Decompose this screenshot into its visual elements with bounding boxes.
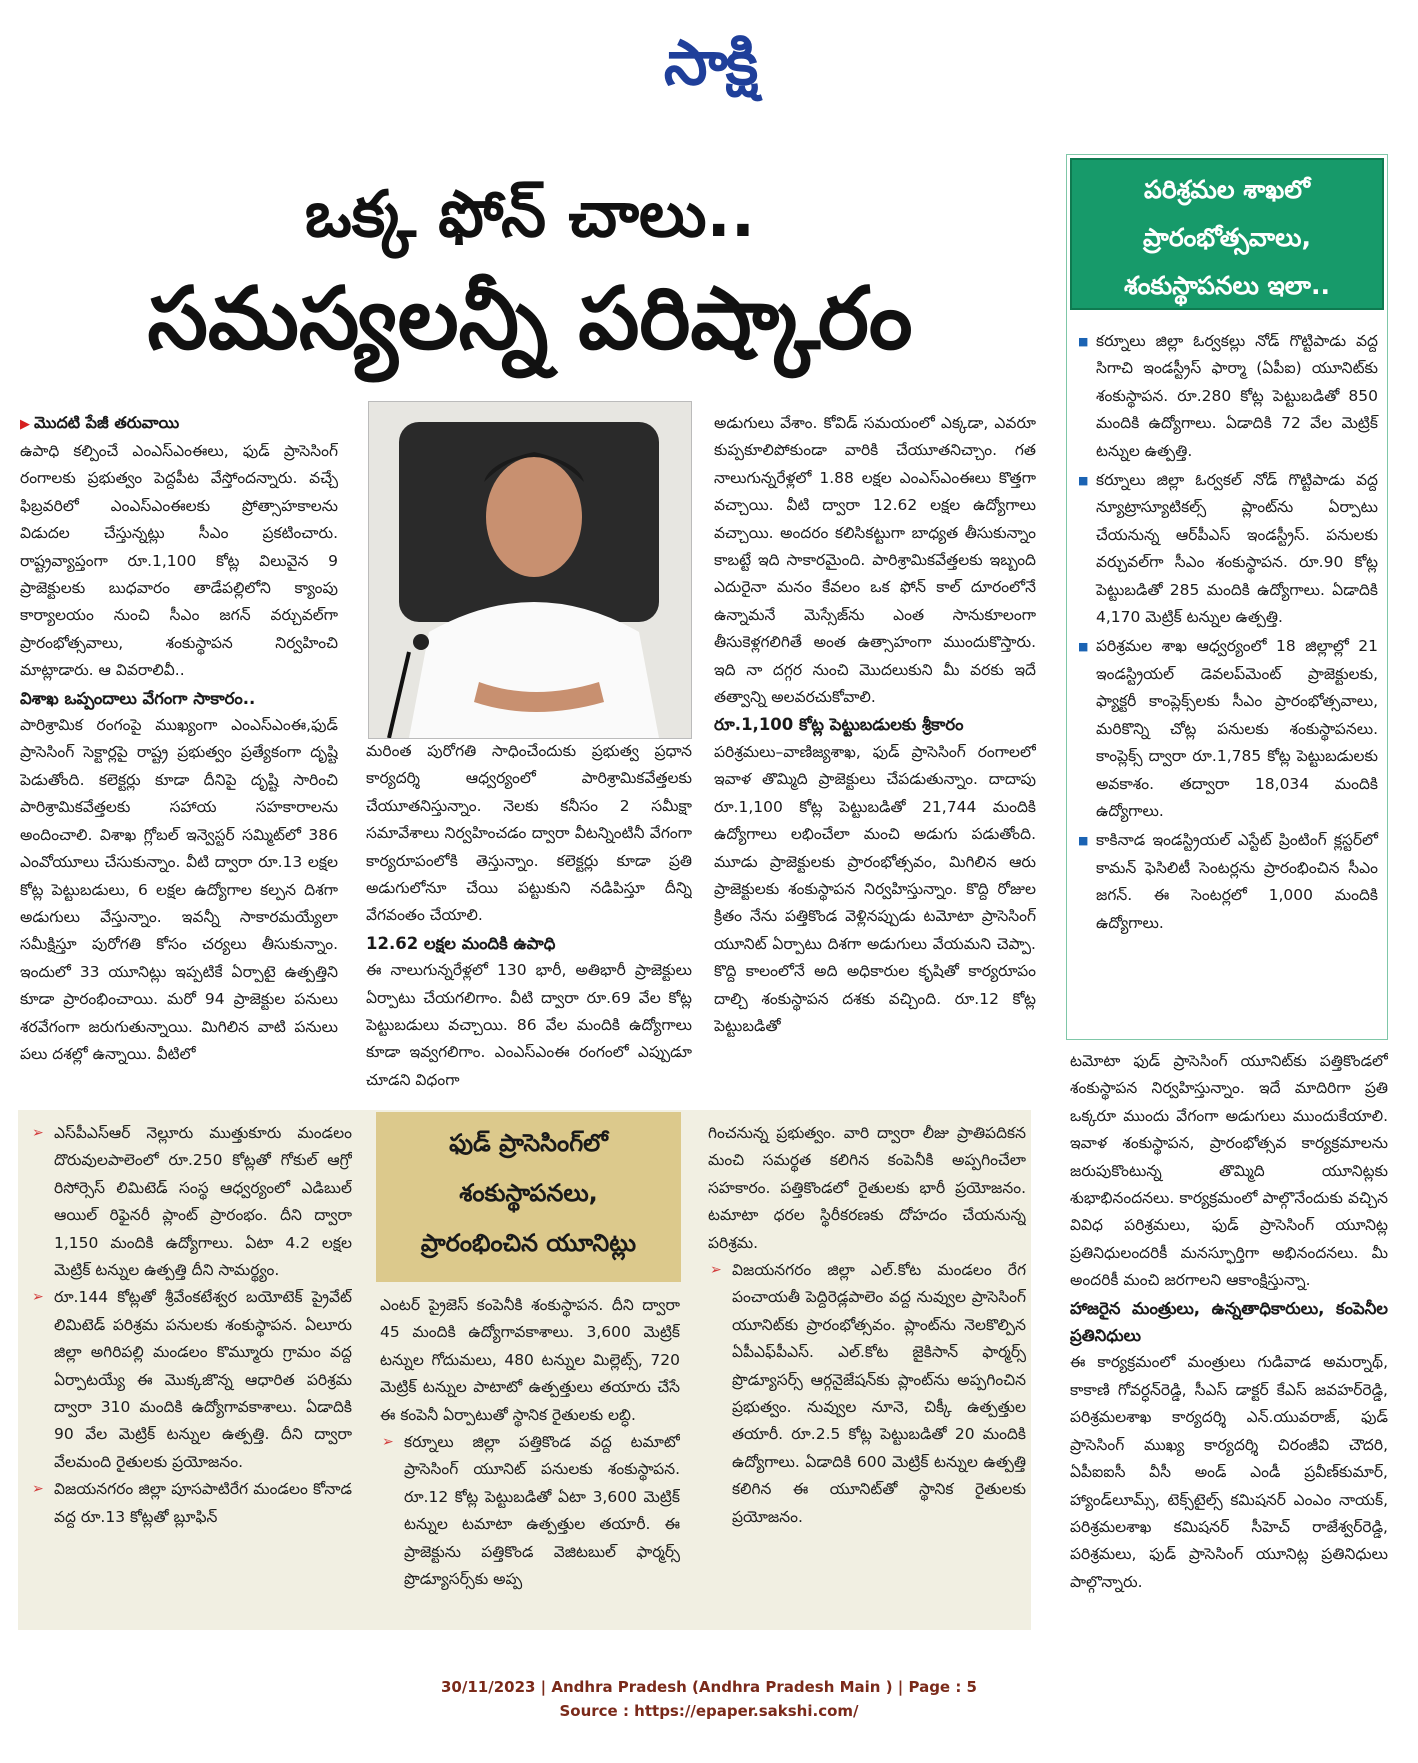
sidebox-title [1070, 158, 1384, 310]
sidebox-title-line-2: ప్రారంభోత్సవాలు, [1143, 223, 1311, 252]
article-column-3 [714, 410, 1036, 1090]
article-paragraph: మరింత పురోగతి సాధించేందుకు ప్రభుత్వ ప్రధాన కార్యదర్శి ఆధ్వర్యంలో పారిశ్రామికవేత్తలకు చేయూతనిస్తున్నాం. నెలకు కనీసం 2 సమీక్షా సమావేశాలు నిర్వహించడం ద్వారా వీటన్నింటినీ వేగంగా కార్యరూపంలోకి తెస్తున్నాం. కలెక్టర్లు కూడా ప్రతి అడుగులోనూ చేయి పట్టుకుని నడిపిస్తూ దీన్ని వేగవంతం చేయాలి. [366, 742, 692, 925]
footer-date-line: 30/11/2023 | Andhra Pradesh (Andhra Pradesh Main ) | Page : 5 [440, 1678, 977, 1696]
article-subheading: రూ.1,100 కోట్ల పెట్టుబడులకు శ్రీకారం [714, 715, 964, 735]
article-paragraph: ఉపాధి కల్పించే ఎంఎస్‌ఎంఈలు, ఫుడ్‌ ప్రాసెసింగ్‌ రంగాలకు ప్రభుత్వం పెద్దపీట వేస్తోందన్నారు. వచ్చే ఫిబ్రవరిలో ఎంఎస్‌ఎంఈలకు ప్రోత్సాహకాలను విడుదల చేస్తున్నట్లు సీఎం ప్రకటించారు. రాష్ట్రవ్యాప్తంగా రూ.1,100 కోట్ల విలువైన 9 ప్రాజెక్టులకు బుధవారం తాడేపల్లిలోని క్యాంపు కార్యాలయం నుంచి సీఎం జగన్‌ వర్చువల్‌గా ప్రారంభోత్సవాలు, శంకుస్థాపన నిర్వహించి మాట్లాడారు. ఆ వివరాలివీ.. [20, 442, 338, 680]
kicker-text: మొదటి పేజీ తరువాయి [34, 413, 180, 432]
triangle-icon: ▶ [20, 417, 30, 432]
person-photo-icon [369, 402, 691, 738]
food-list-1 [30, 1120, 352, 1531]
headline-line-1: ఒక్క ఫోన్‌ చాలు.. [304, 178, 756, 252]
sidebox-list [1078, 328, 1378, 939]
article-column-2 [366, 738, 692, 1090]
food-paragraph: గించనున్న ప్రభుత్వం. వారి ద్వారా లీజు ప్రాతిపదికన మంచి సమర్థత కలిగిన కంపెనీకి అప్పగించేలా సహకారం. పత్తికొండలో రైతులకు భారీ ప్రయోజనం. టమాటా ధరల స్థిరీకరణకు దోహదం చేయనున్న పరిశ్రమ. [708, 1124, 1026, 1252]
food-column-2 [380, 1292, 680, 1627]
food-list-2 [380, 1429, 680, 1593]
sidebox-item: ■ కర్నూలు జిల్లా ఓర్వకల్‌ నోడ్‌ గొట్టిపాడు వద్ద న్యూట్రాస్యూటికల్స్‌ ప్లాంట్‌ను ఏర్పాటు చేయనున్న ఆర్‌పీఎస్‌ ఇండస్ట్రీస్‌. పనులకు వర్చువల్‌గా సీఎం శంకుస్థాపన. రూ.90 కోట్ల పెట్టుబడితో 285 మందికి ఉద్యోగాలు. ఏడాదికి 4,170 మెట్రిక్‌ టన్నుల ఉత్పత్తి. [1078, 467, 1378, 631]
food-paragraph: ఎంటర్‌ ప్రైజెస్‌ కంపెనీకి శంకుస్థాపన. దీని ద్వారా 45 మందికి ఉద్యోగావకాశాలు. 3,600 మెట్రిక్‌ టన్నుల గోదుమలు, 480 టన్నుల మిల్లెట్స్, 720 మెట్రిక్‌ టన్నుల పాటాటో ఉత్పత్తులు తయారు చేసే ఈ కంపెనీ ఏర్పాటుతో స్థానిక రైతులకు లబ్ధి. [380, 1296, 680, 1424]
sidebox-title-line-3: శంకుస్థాపనలు ఇలా.. [1124, 271, 1330, 300]
food-box-title-line-3: ప్రారంభించిన యూనిట్లు [420, 1229, 637, 1257]
food-box-title-line-2: శంకుస్థాపనలు, [459, 1179, 598, 1207]
food-item: ➢ విజయనగరం జిల్లా పూసపాటిరేగ మండలం కోనాడ వద్ద రూ.13 కోట్లతో బ్లూఫిన్‌ [30, 1476, 352, 1531]
footer-source-line: Source : https://epaper.sakshi.com/ [559, 1702, 859, 1720]
sakshi-logo: సాక్షి [663, 26, 757, 99]
article-paragraph: ఈ నాలుగున్నరేళ్లలో 130 భారీ, అతిభారీ ప్రాజెక్టులు ఏర్పాటు చేయగలిగాం. వీటి ద్వారా రూ.69 వేల కోట్ల పెట్టుబడులు వచ్చాయి. 86 వేల మందికి ఉద్యోగాలు కూడా ఇవ్వగలిగాం. ఎంఎస్‌ఎంఈ రంగంలో ఎప్పుడూ చూడని విధంగా [366, 961, 692, 1089]
sidebox-item: ■ కర్నూలు జిల్లా ఓర్వకల్లు నోడ్‌ గొట్టిపాడు వద్ద సిగాచి ఇండస్ట్రీస్‌ ఫార్మా (ఏపీఐ) యూనిట్‌కు శంకుస్థాపన. రూ.280 కోట్ల పెట్టుబడితో 850 మందికి ఉద్యోగాలు. ఏడాదికి 72 వేల మెట్రిక్‌ టన్నుల ఉత్పత్తి. [1078, 328, 1378, 465]
photo-cm [368, 401, 692, 739]
headline-line-2: సమస్యలన్నీ పరిష్కారం [147, 269, 913, 369]
food-item: ➢ విజయనగరం జిల్లా ఎల్‌.కోట మండలం రేగ పంచాయతీ పెద్దిరెడ్లపాలెం వద్ద నువ్వుల ప్రాసెసింగ్‌ యూనిట్‌కు ప్రారంభోత్సవం. ప్లాంట్‌ను నెలకొల్పిన ఏపీఎఫ్‌పీఎస్‌. ఎల్‌.కోట జైకిసాన్‌ ఫార్మర్స్‌ ప్రొడ్యూసర్స్‌ ఆర్గనైజేషన్‌కు ప్లాంట్‌ను అప్పగించిన ప్రభుత్వం. నువ్వుల నూనె, చిక్కీ ఉత్పత్తుల తయారీ. రూ.2.5 కోట్ల పెట్టుబడితో 20 మందికి ఉద్యోగాలు. ఏడాదికి 600 మెట్రిక్‌ టన్నుల ఉత్పత్తి కలిగిన ఈ యూనిట్‌తో స్థానిక రైతులకు ప్రయోజనం. [708, 1257, 1026, 1531]
food-list-3 [708, 1257, 1026, 1531]
food-item: ➢ కర్నూలు జిల్లా పత్తికొండ వద్ద టమాటో ప్రాసెసింగ్‌ యూనిట్‌ పనులకు శంకుస్థాపన. రూ.12 కోట్ల పెట్టుబడితో ఏటా 3,600 మెట్రిక్‌ టన్నుల టమాటా ఉత్పత్తుల తయారీ. ఈ ప్రాజెక్టును పత్తికొండ వెజిటబుల్‌ ఫార్మర్స్‌ ప్రొడ్యూసర్స్‌కు అప్ప [380, 1429, 680, 1593]
food-box-title-line-1: ఫుడ్‌ ప్రాసెసింగ్‌లో [449, 1129, 608, 1157]
food-item: ➢ ఎస్‌పీఎస్‌ఆర్‌ నెల్లూరు ముత్తుకూరు మండలం దొరువులపాలెంలో రూ.250 కోట్లతో గోకుల్‌ ఆగ్రో రిసోర్సెస్‌ లిమిటెడ్‌ సంస్థ ఆధ్వర్యంలో ఎడిబుల్‌ ఆయిల్‌ రిఫైనరీ ప్లాంట్‌ ప్రారంభం. దీని ద్వారా 1,150 మందికి ఉద్యోగాలు. ఏటా 4.2 లక్షల మెట్రిక్‌ టన్నుల ఉత్పత్తి దీని సామర్థ్యం. [30, 1120, 352, 1284]
article-subheading: విశాఖ ఒప్పందాలు వేగంగా సాకారం.. [20, 688, 256, 708]
food-column-3 [708, 1120, 1026, 1625]
food-box-title [376, 1112, 681, 1282]
article-paragraph: ఈ కార్యక్రమంలో మంత్రులు గుడివాడ అమర్నాథ్, కాకాణి గోవర్ధన్‌రెడ్డి, సీఎస్‌ డాక్టర్‌ కేఎస్‌ జవహర్‌రెడ్డి, పరిశ్రమలశాఖ కార్యదర్శి ఎన్‌.యువరాజ్, ఫుడ్‌ ప్రాసెసింగ్‌ ముఖ్య కార్యదర్శి చిరంజీవి చౌదరి, ఏపీఐఐసీ వీసీ అండ్‌ ఎండీ ప్రవీణ్‌కుమార్, హ్యాండ్‌లూమ్స్, టెక్స్‌టైల్స్‌ కమిషనర్‌ ఎంఎం నాయక్, పరిశ్రమలశాఖ కమిషనర్‌ సీహెచ్‌ రాజేశ్వర్‌రెడ్డి, పరిశ్రమలు, ఫుడ్‌ ప్రాసెసింగ్‌ యూనిట్ల ప్రతినిధులు పాల్గొన్నారు. [1070, 1353, 1388, 1591]
sidebox-item: ■ కాకినాడ ఇండస్ట్రియల్‌ ఎస్టేట్‌ ప్రింటింగ్‌ క్లస్టర్‌లో కామన్‌ ఫెసిలిటీ సెంటర్లను ప్రారంభించిన సీఎం జగన్‌. ఈ సెంటర్లలో 1,000 మందికి ఉద్యోగాలు. [1078, 827, 1378, 937]
article-paragraph: పారిశ్రామిక రంగంపై ముఖ్యంగా ఎంఎస్‌ఎంఈ,ఫుడ్‌ ప్రాసెసింగ్‌ సెక్టార్లపై రాష్ట్ర ప్రభుత్వం ప్రత్యేకంగా దృష్టి పెడుతోంది. కలెక్టర్లు కూడా దీనిపై దృష్టి సారించి పారిశ్రామికవేత్తలకు సహాయ సహకారాలను అందించాలి. విశాఖ గ్లోబల్‌ ఇన్వెస్టర్‌ సమ్మిట్‌లో 386 ఎంవోయూలు చేసుకున్నాం. వీటి ద్వారా రూ.13 లక్షల కోట్ల పెట్టుబడులు, 6 లక్షల ఉద్యోగాల కల్పన దిశగా అడుగులు వేస్తున్నాం. ఇవన్నీ సాకారమయ్యేలా సమీక్షిస్తూ పురోగతి కోసం చర్యలు తీసుకున్నాం. ఇందులో 33 యూనిట్లు ఇప్పటికే ఏర్పాటై ఉత్పత్తిని కూడా ప్రారంభించాయి. మరో 94 ప్రాజెక్టుల పనులు శరవేగంగా జరుగుతున్నాయి. మిగిలిన వాటి పనులు పలు దశల్లో ఉన్నాయి. వీటిలో [20, 716, 338, 1063]
article-paragraph: టమోటా ఫుడ్‌ ప్రాసెసింగ్‌ యూనిట్‌కు పత్తికొండలో శంకుస్థాపన నిర్వహిస్తున్నాం. ఇదే మాదిరిగా ప్రతి ఒక్కరూ ముందు వేగంగా అడుగులు ముందుకేయాలి. ఇవాళ శంకుస్థాపన, ప్రారంభోత్సవ కార్యక్రమాలను జరుపుకొంటున్న తొమ్మిది యూనిట్లకు శుభాభినందనలు. కార్యక్రమంలో పాల్గొనేందుకు వచ్చిన వివిధ పరిశ్రమలు, ఫుడ్‌ ప్రాసెసింగ్‌ యూనిట్ల ప్రతినిధులందరికీ మనస్ఫూర్తిగా అభినందనలు. మీ అందరికీ మంచి జరగాలని ఆకాంక్షిస్తున్నా. [1070, 1052, 1388, 1290]
article-column-1 [20, 410, 338, 1090]
article-column-4 [1070, 1048, 1388, 1648]
article-paragraph: పరిశ్రమలు–వాణిజ్యశాఖ, ఫుడ్‌ ప్రాసెసింగ్‌ రంగాలలో ఇవాళ తొమ్మిది ప్రాజెక్టులు చేపడుతున్నాం. దాదాపు రూ.1,100 కోట్ల పెట్టుబడితో 21,744 మందికి ఉద్యోగాలు లభించేలా మంచి అడుగు పడుతోంది. మూడు ప్రాజెక్టులకు ప్రారంభోత్సవం, మిగిలిన ఆరు ప్రాజెక్టులకు శంకుస్థాపన నిర్వహిస్తున్నాం. కొద్ది రోజుల క్రితం నేను పత్తికొండ వెళ్లినప్పుడు టమోటా ప్రాసెసింగ్‌ యూనిట్‌ ఏర్పాటు దిశగా అడుగులు వేయమని చెప్పా. కొద్ది కాలంలోనే అది అధికారుల కృషితో కార్యరూపం దాల్చి శంకుస్థాపన దశకు వచ్చింది. రూ.12 కోట్ల పెట్టుబడితో [714, 742, 1036, 1035]
sidebox-item: ■ పరిశ్రమల శాఖ ఆధ్వర్యంలో 18 జిల్లాల్లో 21 ఇండస్ట్రియల్‌ డెవలప్‌మెంట్‌ ప్రాజెక్టులకు, ఫ్యాక్టరీ కాంప్లెక్స్‌లకు సీఎం ప్రారంభోత్సవాలు, మరికొన్ని చోట్ల పనులకు శంకుస్థాపనలు. కాంప్లెక్స్‌ ద్వారా రూ.1,785 కోట్ల పెట్టుబడులకు అవకాశం. తద్వారా 18,034 మందికి ఉద్యోగాలు. [1078, 633, 1378, 825]
food-item: ➢ రూ.144 కోట్లతో శ్రీవేంకటేశ్వర బయోటెక్‌ ప్రైవేట్‌ లిమిటెడ్‌ పరిశ్రమ పనులకు శంకుస్థాపన. ఏలూరు జిల్లా అగిరిపల్లి మండలం కొమ్మూరు గ్రామం వద్ద ఏర్పాటయ్యే ఈ మొక్కజొన్న ఆధారిత పరిశ్రమ ద్వారా 310 మందికి ఉద్యోగావకాశాలు. ఏడాదికి 90 వేల మెట్రిక్‌ టన్నుల ఉత్పత్తి. దీని ద్వారా వేలమంది రైతులకు ప్రయోజనం. [30, 1284, 352, 1476]
kicker [20, 410, 338, 438]
article-subheading: 12.62 లక్షల మందికి ఉపాధి [366, 933, 556, 953]
article-paragraph: అడుగులు వేశాం. కోవిడ్‌ సమయంలో ఎక్కడా, ఎవరూ కుప్పకూలిపోకుండా వారికి చేయూతనిచ్చాం. గత నాలుగున్నరేళ్లలో 1.88 లక్షల ఎంఎస్‌ఎంఈలు కొత్తగా వచ్చాయి. వీటి ద్వారా 12.62 లక్షల ఉద్యోగాలు వచ్చాయి. అందరం కలిసికట్టుగా బాధ్యత తీసుకున్నాం కాబట్టే ఇది సాకారమైంది. పారిశ్రామికవేత్తలకు ఇబ్బంది ఎదురైనా మనం కేవలం ఒక ఫోన్‌ కాల్‌ దూరంలోనే ఉన్నామనే మెస్సేజ్‌ను ఎంత సానుకూలంగా తీసుకెళ్లగలిగితే అంత ఉత్సాహంగా ముందుకొస్తారు. ఇది నా దగ్గర నుంచి మొదలుకుని మీ వరకు ఇదే తత్వాన్ని అలవరచుకోవాలి. [714, 414, 1036, 707]
article-subheading: హాజరైన మంత్రులు, ఉన్నతాధికారులు, కంపెనీల ప్రతినిధులు [1070, 1298, 1388, 1346]
food-column-1 [30, 1120, 352, 1625]
sidebox-title-line-1: పరిశ్రమల శాఖలో [1144, 175, 1310, 204]
